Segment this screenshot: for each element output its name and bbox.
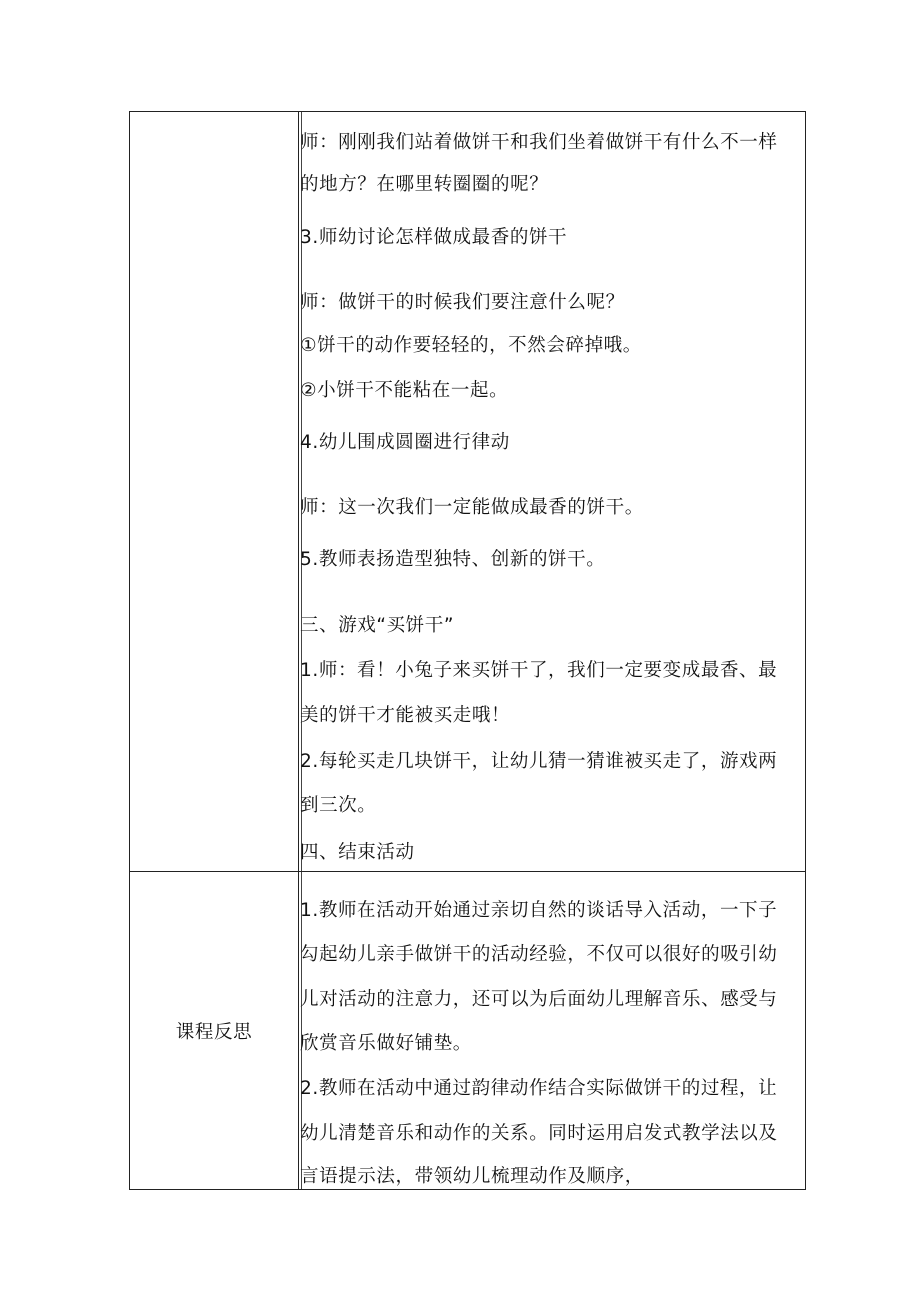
content-line: 3.师幼讨论怎样做成最香的饼干	[300, 227, 568, 248]
content-line: ①饼干的动作要轻轻的，不然会碎掉哦。	[300, 335, 642, 356]
content-line: 2.教师在活动中通过韵律动作结合实际做饼干的过程，让	[300, 1078, 778, 1099]
row-divider	[130, 871, 805, 872]
content-line: 2.每轮买走几块饼干，让幼儿猜一猜谁被买走了，游戏两	[300, 751, 778, 772]
content-line: 儿对活动的注意力，还可以为后面幼儿理解音乐、感受与	[300, 989, 778, 1010]
content-line: 4.幼儿围成圆圈进行律动	[300, 432, 510, 453]
content-line: 师：刚刚我们站着做饼干和我们坐着做饼干有什么不一样	[300, 132, 778, 153]
column-divider	[298, 112, 299, 1189]
content-line: 5.教师表扬造型独特、创新的饼干。	[300, 549, 606, 570]
content-line: 1.师：看！小兔子来买饼干了，我们一定要变成最香、最	[300, 660, 778, 681]
content-line: 四、结束活动	[300, 842, 415, 863]
column-divider-inner	[301, 112, 302, 1189]
content-line: 勾起幼儿亲手做饼干的活动经验，不仅可以很好的吸引幼	[300, 944, 778, 965]
content-line: 师：做饼干的时候我们要注意什么呢？	[300, 292, 625, 313]
content-line: 幼儿清楚音乐和动作的关系。同时运用启发式教学法以及	[300, 1123, 778, 1144]
content-line: 美的饼干才能被买走哦！	[300, 705, 511, 726]
content-line: 到三次。	[300, 795, 377, 816]
row-label-course-reflection: 课程反思	[175, 1022, 253, 1043]
content-line: 师：这一次我们一定能做成最香的饼干。	[300, 497, 644, 518]
content-line: 的地方？在哪里转圈圈的呢？	[300, 174, 549, 195]
content-line: 1.教师在活动开始通过亲切自然的谈话导入活动，一下子	[300, 900, 778, 921]
content-line: 欣赏音乐做好铺垫。	[300, 1033, 472, 1054]
content-line: 三、游戏“买饼干”	[300, 615, 455, 636]
content-line: 言语提示法，带领幼儿梳理动作及顺序，	[300, 1166, 644, 1187]
content-line: ②小饼干不能粘在一起。	[300, 380, 509, 401]
